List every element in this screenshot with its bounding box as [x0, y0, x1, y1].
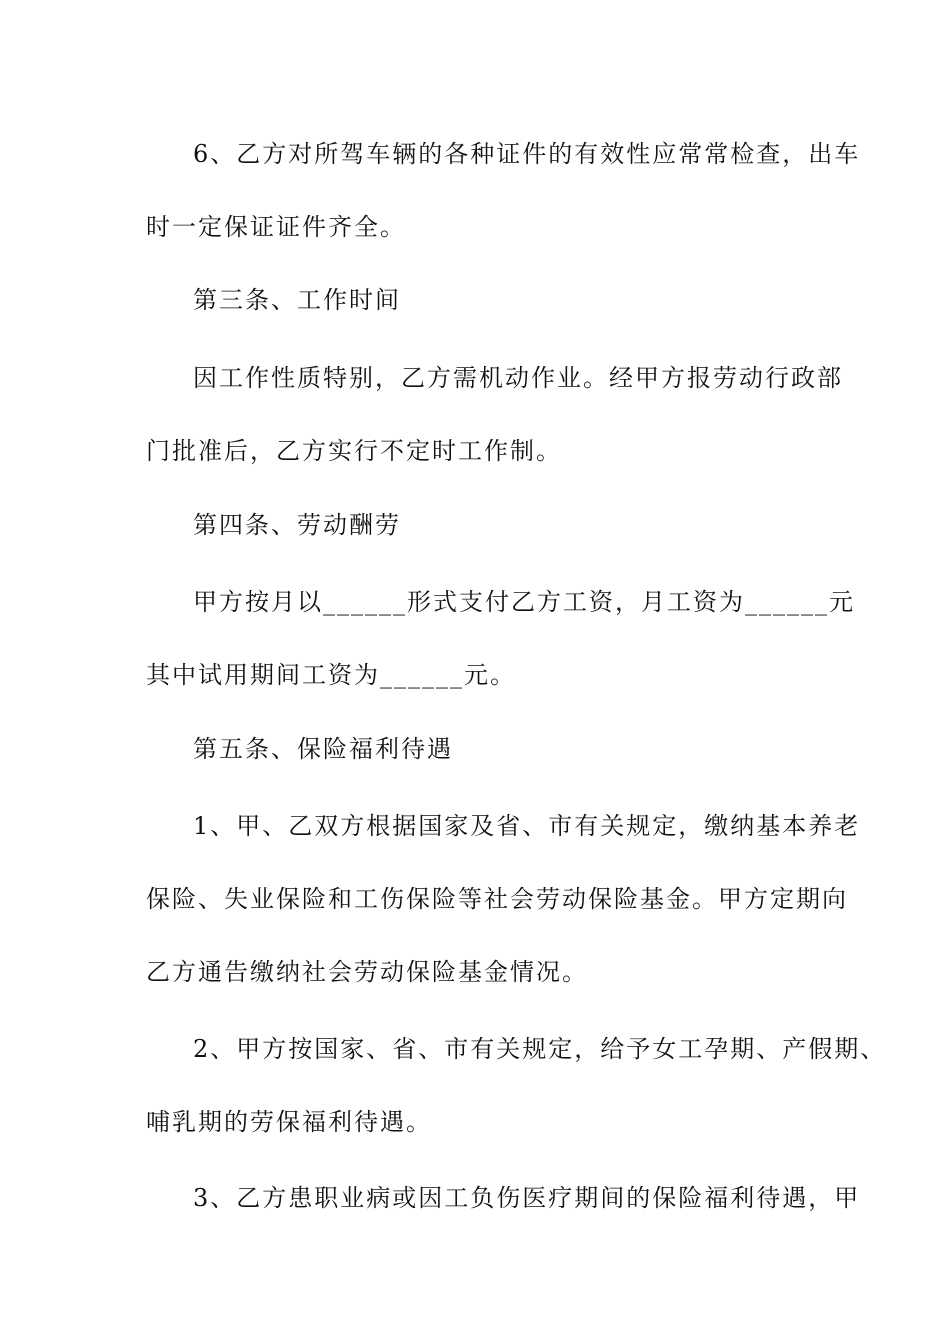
paragraph-line: 因工作性质特别，乙方需机动作业。经甲方报劳动行政部: [193, 364, 843, 392]
paragraph-line: 1、甲、乙双方根据国家及省、市有关规定，缴纳基本养老: [193, 812, 861, 840]
section-heading: 第五条、保险福利待遇: [193, 735, 453, 763]
paragraph-line: 门批准后，乙方实行不定时工作制。: [146, 437, 562, 465]
paragraph-line: 乙方通告缴纳社会劳动保险基金情况。: [146, 958, 588, 986]
section-heading: 第三条、工作时间: [193, 286, 401, 314]
paragraph-line: 6、乙方对所驾车辆的各种证件的有效性应常常检查，出车: [193, 140, 861, 168]
paragraph-line: 其中试用期间工资为______元。: [146, 661, 516, 689]
section-heading: 第四条、劳动酬劳: [193, 511, 401, 539]
paragraph-line: 甲方按月以______形式支付乙方工资，月工资为______元: [193, 588, 855, 616]
paragraph-line: 3、乙方患职业病或因工负伤医疗期间的保险福利待遇，甲: [193, 1184, 861, 1212]
paragraph-line: 哺乳期的劳保福利待遇。: [146, 1108, 432, 1136]
paragraph-line: 保险、失业保险和工伤保险等社会劳动保险基金。甲方定期向: [146, 885, 848, 913]
paragraph-line: 2、甲方按国家、省、市有关规定，给予女工孕期、产假期、: [193, 1035, 887, 1063]
paragraph-line: 时一定保证证件齐全。: [146, 213, 406, 241]
